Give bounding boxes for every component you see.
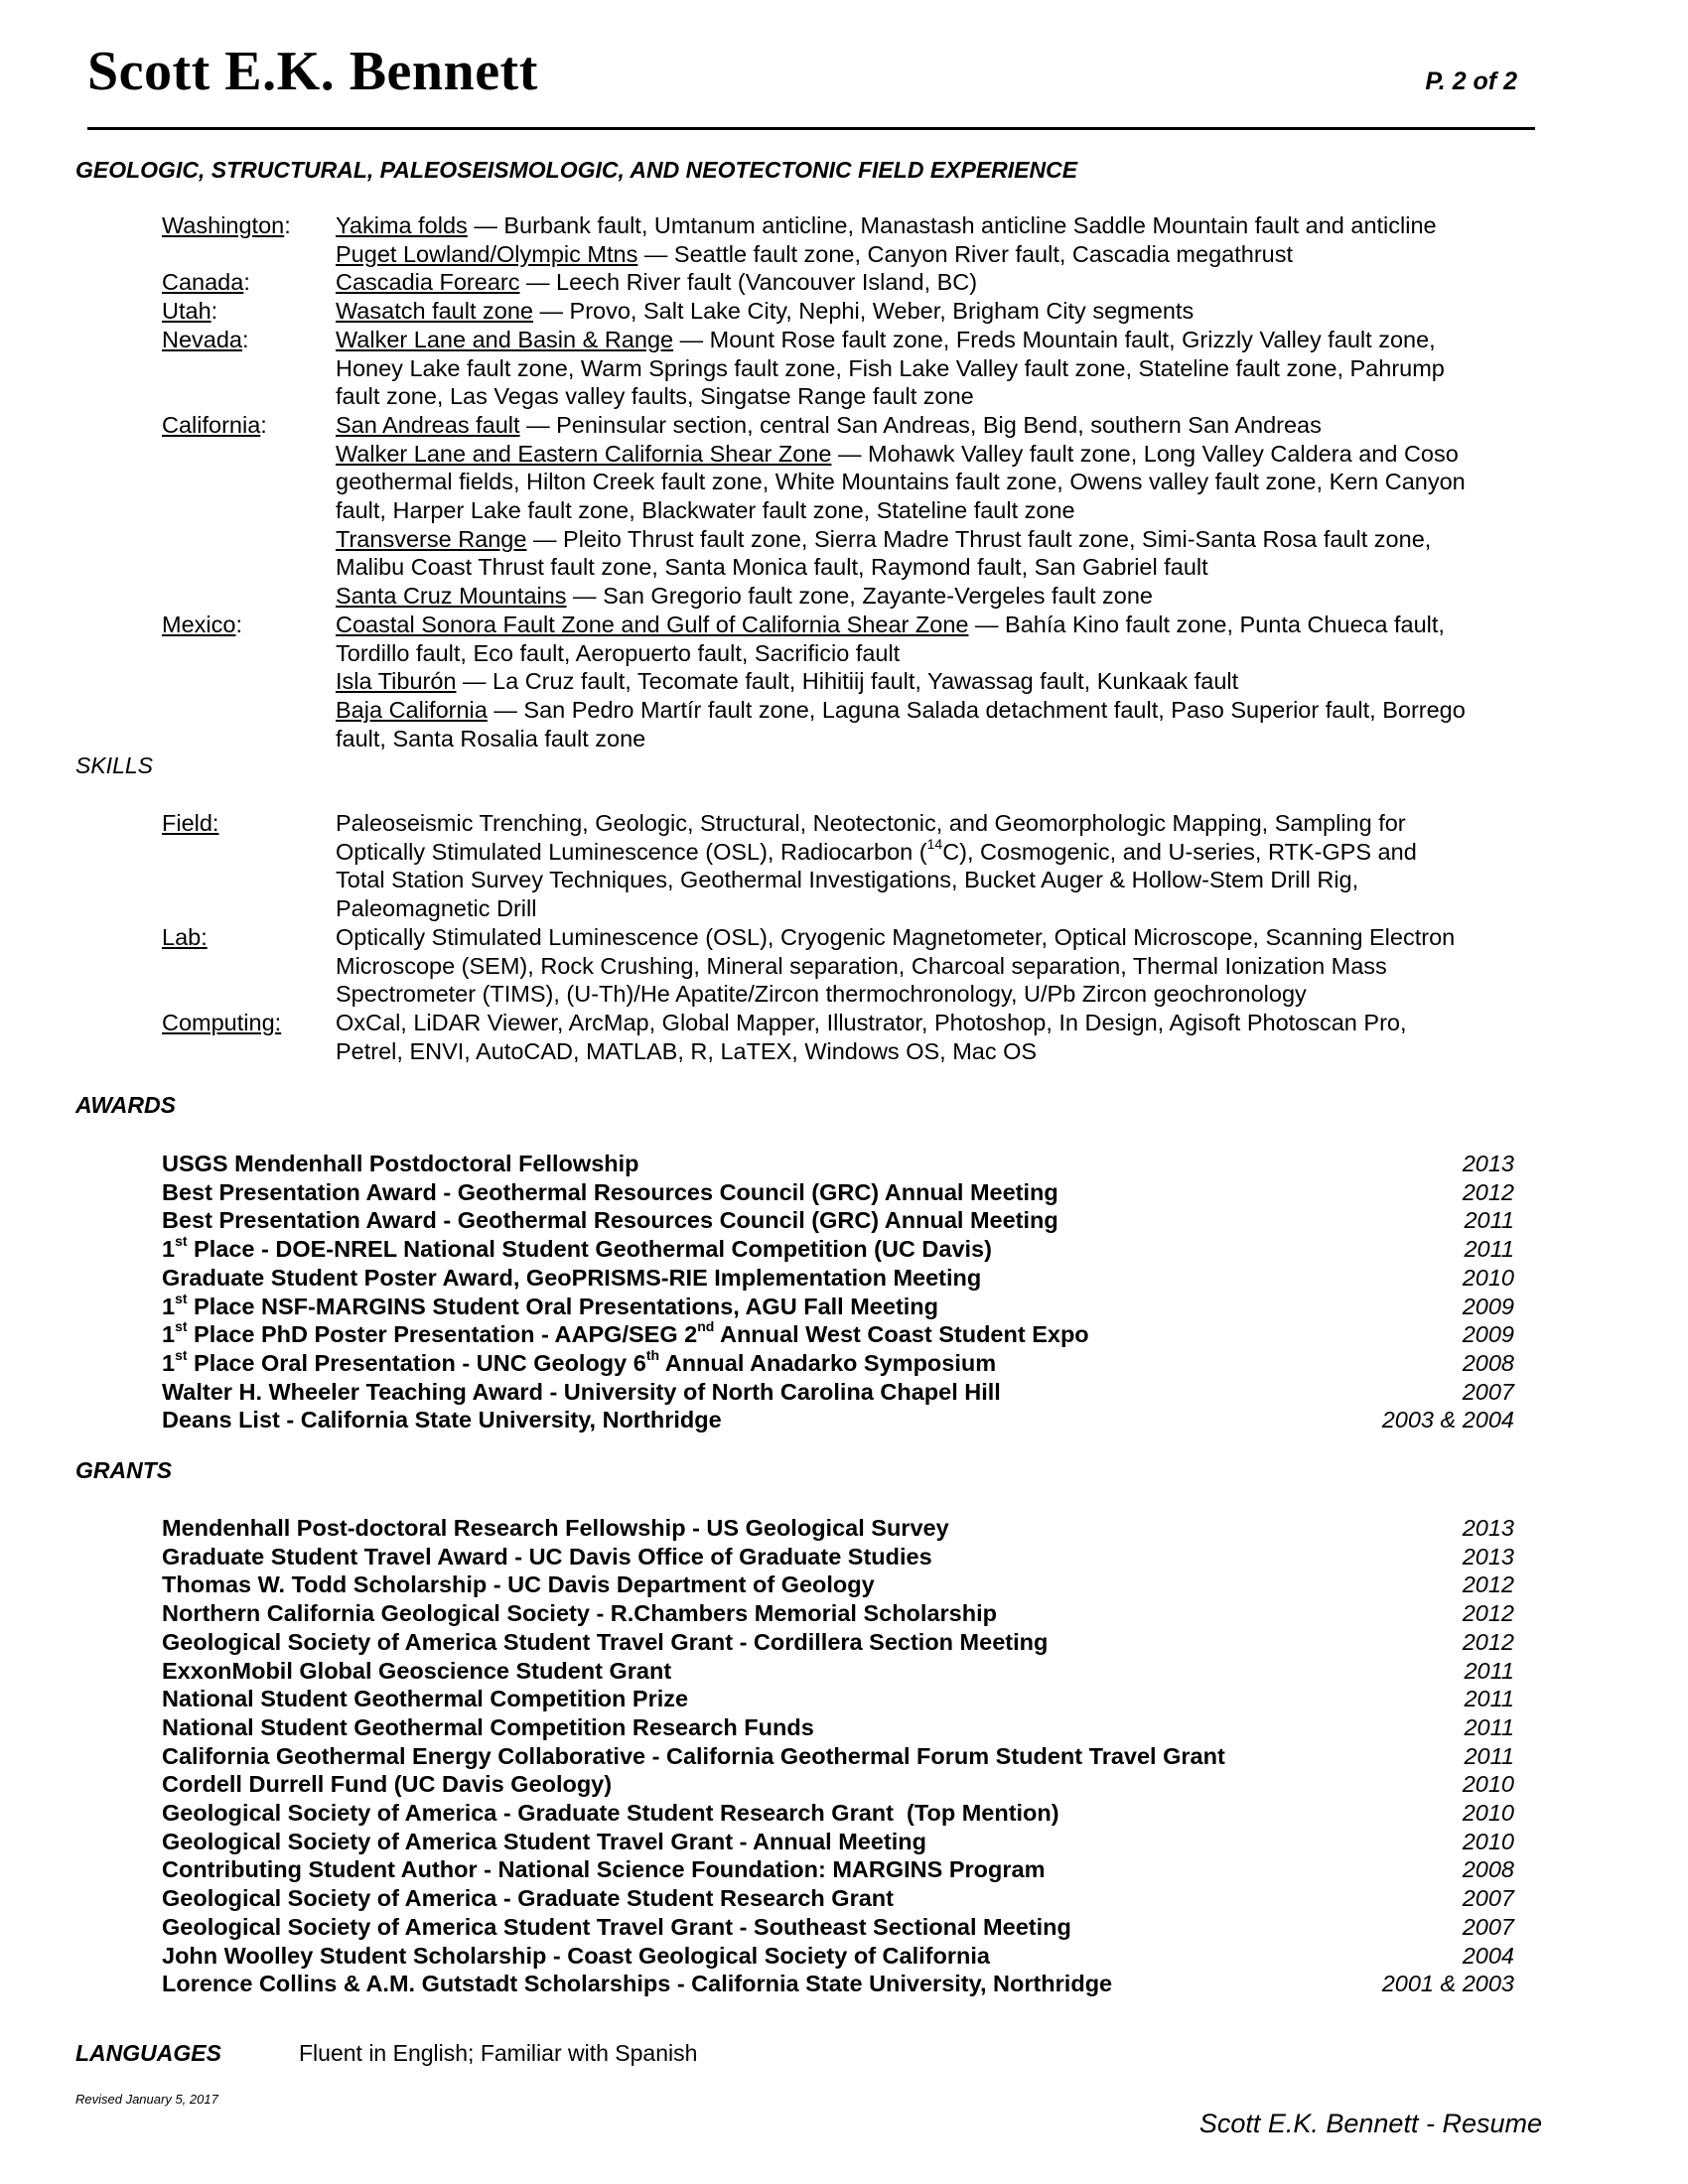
- grant-title: National Student Geothermal Competition Research Funds: [162, 1713, 814, 1740]
- skill-text: Microscope (SEM), Rock Crushing, Mineral separation, Charcoal separation, Thermal Ionization Mass: [336, 952, 1387, 979]
- grant-row: [162, 1543, 1514, 1571]
- award-row: 1st Place - DOE-NREL National Student Geothermal Competition (UC Davis) 2011: [162, 1233, 1514, 1263]
- award-row: Deans List - California State University, Northridge 2003 & 2004: [162, 1407, 1514, 1433]
- grant-year: 2011: [1464, 1686, 1514, 1712]
- grant-title: Geological Society of America - Graduate Student Research Grant (Top Mention): [162, 1800, 1059, 1827]
- skill-text: Petrel, ENVI, AutoCAD, MATLAB, R, LaTEX, Windows OS, Mac OS: [336, 1037, 1038, 1064]
- award-row: Walter H. Wheeler Teaching Award - University of North Carolina Chapel Hill 2007: [162, 1378, 1514, 1405]
- region-mexico: Mexico: Coastal Sonora Fault Zone and Gulf of California Shear Zone — Bahía Kino fault zone, Punta Chueca fault, Tordillo fault, Eco fault, Aeropuerto fault, Sacrificio fault Isla Tiburón — La Cruz fault, Tecomate fault, Hihitiij fault, Yawassag fault, Kunkaak fault Baja California — San Pedro Martír fault zone, Laguna Salada detachment fault, Paso Superior fault, Borrego fault, Santa Rosalia fault zone: [162, 611, 1542, 753]
- award-row: USGS Mendenhall Postdoctoral Fellowship 2013: [162, 1151, 1514, 1176]
- list-item: Transverse Range — Pleito Thrust fault zone, Sierra Madre Thrust fault zone, Simi-Santa Rosa fault zone,: [336, 525, 1432, 552]
- grant-title: Graduate Student Travel Award - UC Davis Office of Graduate Studies: [162, 1543, 932, 1570]
- grant-year: 2004: [1462, 1942, 1514, 1969]
- list-item-continuation: Honey Lake fault zone, Warm Springs fault zone, Fish Lake Valley fault zone, Stateline fault zone, Pahrump: [336, 354, 1445, 381]
- page-header: [87, 38, 1535, 130]
- grant-year: 2012: [1462, 1628, 1514, 1655]
- grant-title: National Student Geothermal Competition Prize: [162, 1686, 689, 1712]
- list-item: Puget Lowland/Olympic Mtns — Seattle fault zone, Canyon River fault, Cascadia megathrust: [336, 240, 1293, 267]
- list-item-continuation: fault zone, Las Vegas valley faults, Singatse Range fault zone: [336, 383, 974, 410]
- grant-title: Mendenhall Post-doctoral Research Fellowship - US Geological Survey: [162, 1515, 949, 1541]
- grant-row: [162, 1855, 1514, 1884]
- grant-row: [162, 1628, 1514, 1657]
- field-experience-heading: GEOLOGIC, STRUCTURAL, PALEOSEISMOLOGIC, AND NEOTECTONIC FIELD EXPERIENCE: [75, 157, 1078, 183]
- grant-year: 2011: [1464, 1742, 1514, 1769]
- grant-year: 2007: [1462, 1885, 1514, 1912]
- grant-year: 2001 & 2003: [1381, 1971, 1514, 1997]
- grant-row: [162, 1570, 1514, 1599]
- page-number: P. 2 of 2: [1425, 68, 1517, 95]
- list-item: Isla Tiburón — La Cruz fault, Tecomate fault, Hihitiij fault, Yawassag fault, Kunkaak fault: [336, 668, 1239, 695]
- languages-text: Fluent in English; Familiar with Spanish: [299, 2040, 698, 2066]
- languages-section: [75, 2040, 697, 2067]
- revised-date: Revised January 5, 2017: [75, 2092, 218, 2107]
- list-item: Santa Cruz Mountains — San Gregorio fault zone, Zayante-Vergeles fault zone: [336, 583, 1153, 610]
- grant-row: [162, 1742, 1514, 1771]
- region-label: Mexico: [162, 611, 236, 637]
- region-washington: Washington: Yakima folds — Burbank fault, Umtanum anticline, Manastash anticline Saddle Mountain fault and anticline Puget Lowland/Olympic Mtns — Seattle fault zone, Canyon River fault, Cascadia megathrust: [162, 211, 1542, 268]
- grant-row: [162, 1599, 1514, 1628]
- grant-year: 2013: [1462, 1515, 1514, 1541]
- grant-title: Geological Society of America Student Travel Grant - Annual Meeting: [162, 1828, 926, 1854]
- grants-list: [162, 1514, 1514, 1998]
- grant-year: 2007: [1462, 1913, 1514, 1940]
- skill-label: Computing:: [162, 1009, 282, 1035]
- grant-year: 2012: [1462, 1600, 1514, 1627]
- skill-computing: [162, 1009, 1542, 1065]
- region-utah: Utah: Wasatch fault zone — Provo, Salt Lake City, Nephi, Weber, Brigham City segments: [162, 297, 1542, 326]
- field-experience-list: [162, 211, 1542, 752]
- grant-year: 2010: [1462, 1828, 1514, 1854]
- award-row: Best Presentation Award - Geothermal Resources Council (GRC) Annual Meeting 2012: [162, 1178, 1514, 1205]
- award-row: Graduate Student Poster Award, GeoPRISMS-RIE Implementation Meeting 2010: [162, 1264, 1514, 1291]
- skill-field: [162, 809, 1542, 923]
- award-row: 1st Place NSF-MARGINS Student Oral Presentations, AGU Fall Meeting 2009: [162, 1290, 1514, 1319]
- list-item: Wasatch fault zone — Provo, Salt Lake City, Nephi, Weber, Brigham City segments: [336, 298, 1195, 325]
- grant-title: Lorence Collins & A.M. Gutstadt Scholarships - California State University, Northridge: [162, 1971, 1113, 1997]
- grant-title: John Woolley Student Scholarship - Coast Geological Society of California: [162, 1942, 990, 1969]
- grant-year: 2011: [1464, 1657, 1514, 1684]
- skill-text: Total Station Survey Techniques, Geothermal Investigations, Bucket Auger & Hollow-Stem Drill Rig,: [336, 867, 1359, 893]
- list-item: Walker Lane and Basin & Range — Mount Rose fault zone, Freds Mountain fault, Grizzly Valley fault zone,: [336, 326, 1436, 352]
- skill-text: OxCal, LiDAR Viewer, ArcMap, Global Mapper, Illustrator, Photoshop, In Design, Agisoft Photoscan Pro,: [336, 1009, 1407, 1035]
- grant-row: [162, 1770, 1514, 1799]
- languages-heading: LANGUAGES: [75, 2040, 221, 2066]
- awards-list: [162, 1150, 1514, 1434]
- grant-year: 2008: [1462, 1856, 1514, 1883]
- skill-text: Optically Stimulated Luminescence (OSL), Cryogenic Magnetometer, Optical Microscope, Scanning Electron: [336, 923, 1456, 950]
- grant-row: [162, 1970, 1514, 1998]
- region-canada: Canada: Cascadia Forearc — Leech River fault (Vancouver Island, BC): [162, 268, 1542, 297]
- list-item-continuation: Malibu Coast Thrust fault zone, Santa Monica fault, Raymond fault, San Gabriel fault: [336, 554, 1208, 581]
- grant-year: 2010: [1462, 1800, 1514, 1827]
- list-item: Walker Lane and Eastern California Shear Zone — Mohawk Valley fault zone, Long Valley Caldera and Coso: [336, 440, 1459, 467]
- grant-title: Geological Society of America Student Travel Grant - Southeast Sectional Meeting: [162, 1913, 1071, 1940]
- grant-title: ExxonMobil Global Geoscience Student Grant: [162, 1657, 672, 1684]
- award-row: 1st Place PhD Poster Presentation - AAPG/SEG 2nd Annual West Coast Student Expo 2009: [162, 1318, 1514, 1348]
- grant-title: Contributing Student Author - National Science Foundation: MARGINS Program: [162, 1856, 1046, 1883]
- list-item: San Andreas fault — Peninsular section, central San Andreas, Big Bend, southern San Andreas: [336, 411, 1322, 438]
- resume-name: Scott E.K. Bennett: [87, 41, 538, 102]
- skill-text: Paleomagnetic Drill: [336, 895, 537, 922]
- region-label: Nevada: [162, 326, 242, 352]
- grant-title: California Geothermal Energy Collaborative - California Geothermal Forum Student Travel Grant: [162, 1742, 1225, 1769]
- grant-row: [162, 1884, 1514, 1913]
- grant-year: 2010: [1462, 1771, 1514, 1798]
- skills-list: [162, 809, 1542, 1065]
- grant-row: [162, 1942, 1514, 1971]
- list-item-continuation: fault, Santa Rosalia fault zone: [336, 725, 646, 751]
- grant-year: 2011: [1464, 1713, 1514, 1740]
- award-row: Best Presentation Award - Geothermal Resources Council (GRC) Annual Meeting 2011: [162, 1207, 1514, 1234]
- grant-row: [162, 1657, 1514, 1686]
- grant-title: Geological Society of America Student Travel Grant - Cordillera Section Meeting: [162, 1628, 1049, 1655]
- region-california: California: San Andreas fault — Peninsular section, central San Andreas, Big Bend, southern San Andreas Walker Lane and Eastern California Shear Zone — Mohawk Valley fault zone, Long Valley Caldera and Coso geothermal fields, Hilton Creek fault zone, White Mountains fault zone, Owens valley fault zone, Kern Canyon fault, Harper Lake fault zone, Blackwater fault zone, Stateline fault zone Transverse Range — Pleito Thrust fault zone, Sierra Madre Thrust fault zone, Simi-Santa Rosa fault zone, Malibu Coast Thrust fault zone, Santa Monica fault, Raymond fault, San Gabriel fault Santa Cruz Mountains — San Gregorio fault zone, Zayante-Vergeles fault zone: [162, 411, 1542, 611]
- skills-heading: SKILLS: [75, 752, 153, 778]
- skill-text: Spectrometer (TIMS), (U-Th)/He Apatite/Zircon thermochronology, U/Pb Zircon geochronology: [336, 981, 1307, 1008]
- list-item-continuation: Tordillo fault, Eco fault, Aeropuerto fault, Sacrificio fault: [336, 639, 901, 666]
- list-item-continuation: geothermal fields, Hilton Creek fault zone, White Mountains fault zone, Owens valley fault zone, Kern Canyon: [336, 469, 1466, 495]
- page-footer: Scott E.K. Bennett - Resume: [1198, 2109, 1542, 2138]
- grant-title: Geological Society of America - Graduate Student Research Grant: [162, 1885, 894, 1912]
- list-item-continuation: fault, Harper Lake fault zone, Blackwater fault zone, Stateline fault zone: [336, 497, 1075, 524]
- region-label: California: [162, 411, 261, 438]
- awards-heading: AWARDS: [75, 1092, 176, 1118]
- grant-year: 2013: [1462, 1543, 1514, 1570]
- skill-text: Paleoseismic Trenching, Geologic, Structural, Neotectonic, and Geomorphologic Mapping, Sampling for: [336, 810, 1406, 836]
- grant-year: 2012: [1462, 1571, 1514, 1598]
- skill-label: Lab:: [162, 923, 208, 950]
- list-item: Yakima folds — Burbank fault, Umtanum anticline, Manastash anticline Saddle Mountain fault and anticline: [336, 212, 1437, 238]
- grants-heading: GRANTS: [75, 1457, 173, 1483]
- grant-title: Northern California Geological Society - R.Chambers Memorial Scholarship: [162, 1600, 997, 1627]
- grant-row: [162, 1913, 1514, 1942]
- list-item: Coastal Sonora Fault Zone and Gulf of California Shear Zone — Bahía Kino fault zone, Punta Chueca fault,: [336, 611, 1445, 637]
- grant-title: Cordell Durrell Fund (UC Davis Geology): [162, 1771, 613, 1798]
- skill-text: Optically Stimulated Luminescence (OSL), Radiocarbon ($^{14}$C), Cosmogenic, and U-series, RTK-GPS and: [336, 835, 1417, 865]
- grant-row: [162, 1828, 1514, 1856]
- grant-row: [162, 1685, 1514, 1713]
- region-label: Washington: [162, 212, 285, 238]
- award-row: 1st Place Oral Presentation - UNC Geology 6th Annual Anadarko Symposium 2008: [162, 1347, 1514, 1376]
- region-label: Canada: [162, 269, 244, 296]
- grant-row: [162, 1799, 1514, 1828]
- grant-row: [162, 1713, 1514, 1742]
- grant-row: [162, 1514, 1514, 1543]
- list-item: Baja California — San Pedro Martír fault zone, Laguna Salada detachment fault, Paso Superior fault, Borrego: [336, 696, 1466, 723]
- grant-title: Thomas W. Todd Scholarship - UC Davis Department of Geology: [162, 1571, 875, 1598]
- list-item: Cascadia Forearc — Leech River fault (Vancouver Island, BC): [336, 269, 978, 296]
- skill-label: Field:: [162, 810, 219, 836]
- skill-lab: [162, 923, 1542, 1009]
- region-nevada: Nevada: Walker Lane and Basin & Range — Mount Rose fault zone, Freds Mountain fault, Grizzly Valley fault zone, Honey Lake fault zone, Warm Springs fault zone, Fish Lake Valley fault zone, Stateline fault zone, Pahrump fault zone, Las Vegas valley faults, Singatse Range fault zone: [162, 326, 1542, 411]
- region-label: Utah: [162, 298, 211, 325]
